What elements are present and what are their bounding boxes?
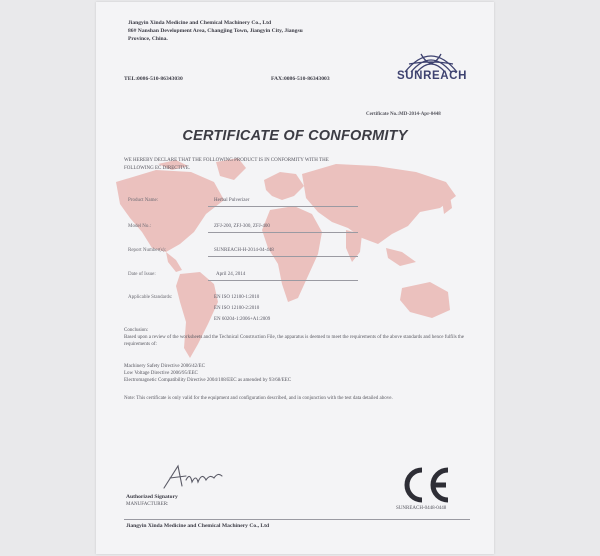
logo-text: SUNREACH — [397, 70, 467, 82]
field-underline — [208, 206, 358, 207]
date-of-issue-value: April 24, 2014 — [216, 272, 246, 277]
signatory-label: Authorized Signatory — [126, 494, 178, 500]
issuer-tel: TEL:0086-510-86343030 — [124, 76, 183, 82]
certificate-number: Certificate No.:MD-2014-Apr-0448 — [366, 112, 441, 117]
certificate-document — [96, 2, 494, 554]
standard-item: EN 60204-1:2006+A1:2009 — [214, 317, 271, 322]
field-label: Date of Issue: — [128, 272, 156, 277]
standard-item: EN ISO 12100-2:2010 — [214, 306, 260, 311]
issuer-fax: FAX:0086-510-86343003 — [271, 76, 330, 82]
ce-code: SUNREACH-0448-0448 — [396, 506, 447, 511]
handwritten-signature-icon — [158, 460, 228, 494]
model-number-value: ZFJ-200, ZFJ-300, ZFJ-400 — [214, 224, 270, 229]
ce-mark-icon — [396, 462, 456, 508]
field-label: Applicable Standards: — [128, 295, 173, 300]
conclusion-text: Based upon a review of the worksheets and the Technical Construction File, the apparatus is deemed to meet the requirements of the above standards and hence fulfils the requirements of: — [124, 335, 465, 347]
directive-item: Electromagnetic Compatibility Directive 2004/108/EEC as amended by 93/68/EEC — [124, 378, 292, 383]
directive-item: Machinery Safety Directive 2006/42/EC — [124, 364, 205, 369]
field-label: Report Number(s): — [128, 248, 166, 253]
conclusion-label: Conclusion: — [124, 328, 149, 333]
directive-item: Low Voltage Directive 2006/95/EEC — [124, 371, 198, 376]
product-name-value: Herbal Pulverizer — [214, 198, 250, 203]
field-underline — [208, 232, 358, 233]
declaration-line: WE HEREBY DECLARE THAT THE FOLLOWING PRODUCT IS IN CONFORMITY WITH THE — [124, 158, 329, 163]
sunreach-globe-logo-icon — [391, 42, 471, 94]
field-label: Model No.: — [128, 224, 152, 229]
footer-company: Jiangyin Xinda Medicine and Chemical Machinery Co., Ltd — [126, 523, 270, 529]
field-underline — [208, 256, 358, 257]
issuer-name: Jiangyin Xinda Medicine and Chemical Machinery Co., Ltd — [128, 20, 272, 26]
issuer-address-line: 86# Nanshan Development Area, Changjing Town, Jiangyin City, Jiangsu — [128, 28, 303, 34]
standard-item: EN ISO 12100-1:2010 — [214, 295, 260, 300]
footer-rule — [124, 519, 470, 520]
declaration-line: FOLLOWING EC DIRECTIVE. — [124, 166, 191, 171]
field-underline — [208, 280, 358, 281]
manufacturer-label: MANUFACTURER: — [126, 502, 169, 507]
certificate-title: CERTIFICATE OF CONFORMITY — [182, 128, 408, 144]
report-number-value: SUNREACH-H-2014-04-448 — [214, 248, 274, 253]
validity-note: Note: This certificate is only valid for the equipment and configuration described, and in conjunction with the test data detailed above. — [124, 396, 393, 401]
field-label: Product Name: — [128, 198, 159, 203]
issuer-address-line: Province, China. — [128, 36, 168, 42]
